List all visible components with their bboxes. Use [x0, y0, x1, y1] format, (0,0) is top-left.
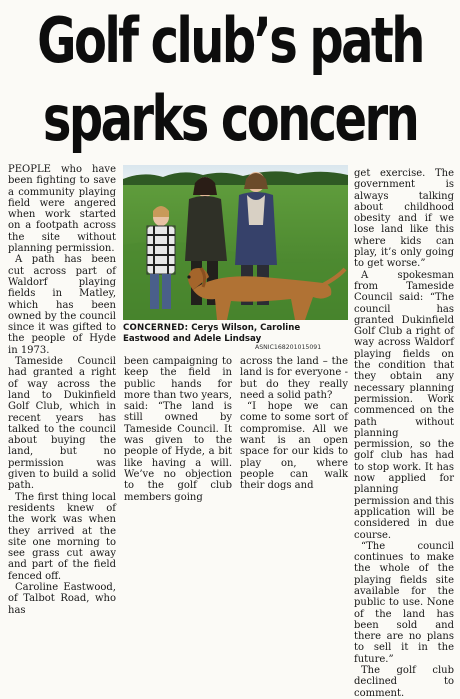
photo-reference: ASNIC168201015091	[255, 344, 322, 351]
paragraph: “The council continues to make the whole of the playing fields site available for the public to use. None of the land has been sold and there are no plans to sell it in the future.”	[354, 540, 454, 665]
article-column-4	[354, 168, 454, 699]
news-photo	[123, 165, 348, 320]
paragraph: A spokesman from Tameside Council said: “The council has granted Dukinfield Golf Club a right of way across Waldorf playing fields on the condition that they obtain any necessary planning permission. Work commenced on the path without planning permission, so the golf club has had to stop work. It has now applied for planning permission and this application will be considered in due course.	[354, 269, 454, 541]
caption-text: Cerys Wilson, Caroline Eastwood and Adele Lindsay	[123, 323, 301, 344]
paragraph: “I hope we can come to some sort of compromise. All we want is an open space for our kids to play on, where people can walk their dogs and	[240, 401, 348, 492]
paragraph: Tameside Council had granted a right of way across the land to Dukinfield Golf Club, which in recent years has talked to the council about buying the land, but no permission was given to build a solid path.	[8, 356, 116, 492]
caption-tag: CONCERNED:	[123, 323, 189, 333]
paragraph: The first thing local residents knew of the work was when they arrived at the site one morning to see grass cut away and part of the field fenced off.	[8, 491, 116, 582]
article-column-3	[240, 356, 348, 492]
paragraph: A path has been cut across part of Waldorf playing fields in Matley, which has been owned by the council since it was gifted to the people of Hyde in 1973.	[8, 254, 116, 356]
headline-line-2: sparks concern	[42, 82, 418, 155]
article-column-2	[124, 356, 232, 503]
photo-caption	[123, 323, 348, 345]
article-column-1	[8, 164, 116, 616]
paragraph: been campaigning to keep the field in public hands for more than two years, said: “The land is still owned by Tameside Council. It was given to the people of Hyde, a bit like having a will. We’ve no objection to the golf club members going	[124, 356, 232, 503]
paragraph: The golf club declined to comment.	[354, 665, 454, 699]
photo-illustration	[123, 165, 348, 320]
paragraph: get exercise. The government is always talking about childhood obesity and if we lose land like this where kids can play, it’s only going to get worse.”	[354, 168, 454, 270]
paragraph: across the land – the land is for everyone - but do they really need a solid path?	[240, 356, 348, 401]
paragraph: Caroline Eastwood, of Talbot Road, who has	[8, 581, 116, 616]
paragraph-lead: PEOPLE who have been fighting to save a community playing field were angered when work started on a footpath across the site without planning permission.	[8, 164, 116, 255]
headline-line-1: Golf club’s path	[37, 4, 423, 77]
